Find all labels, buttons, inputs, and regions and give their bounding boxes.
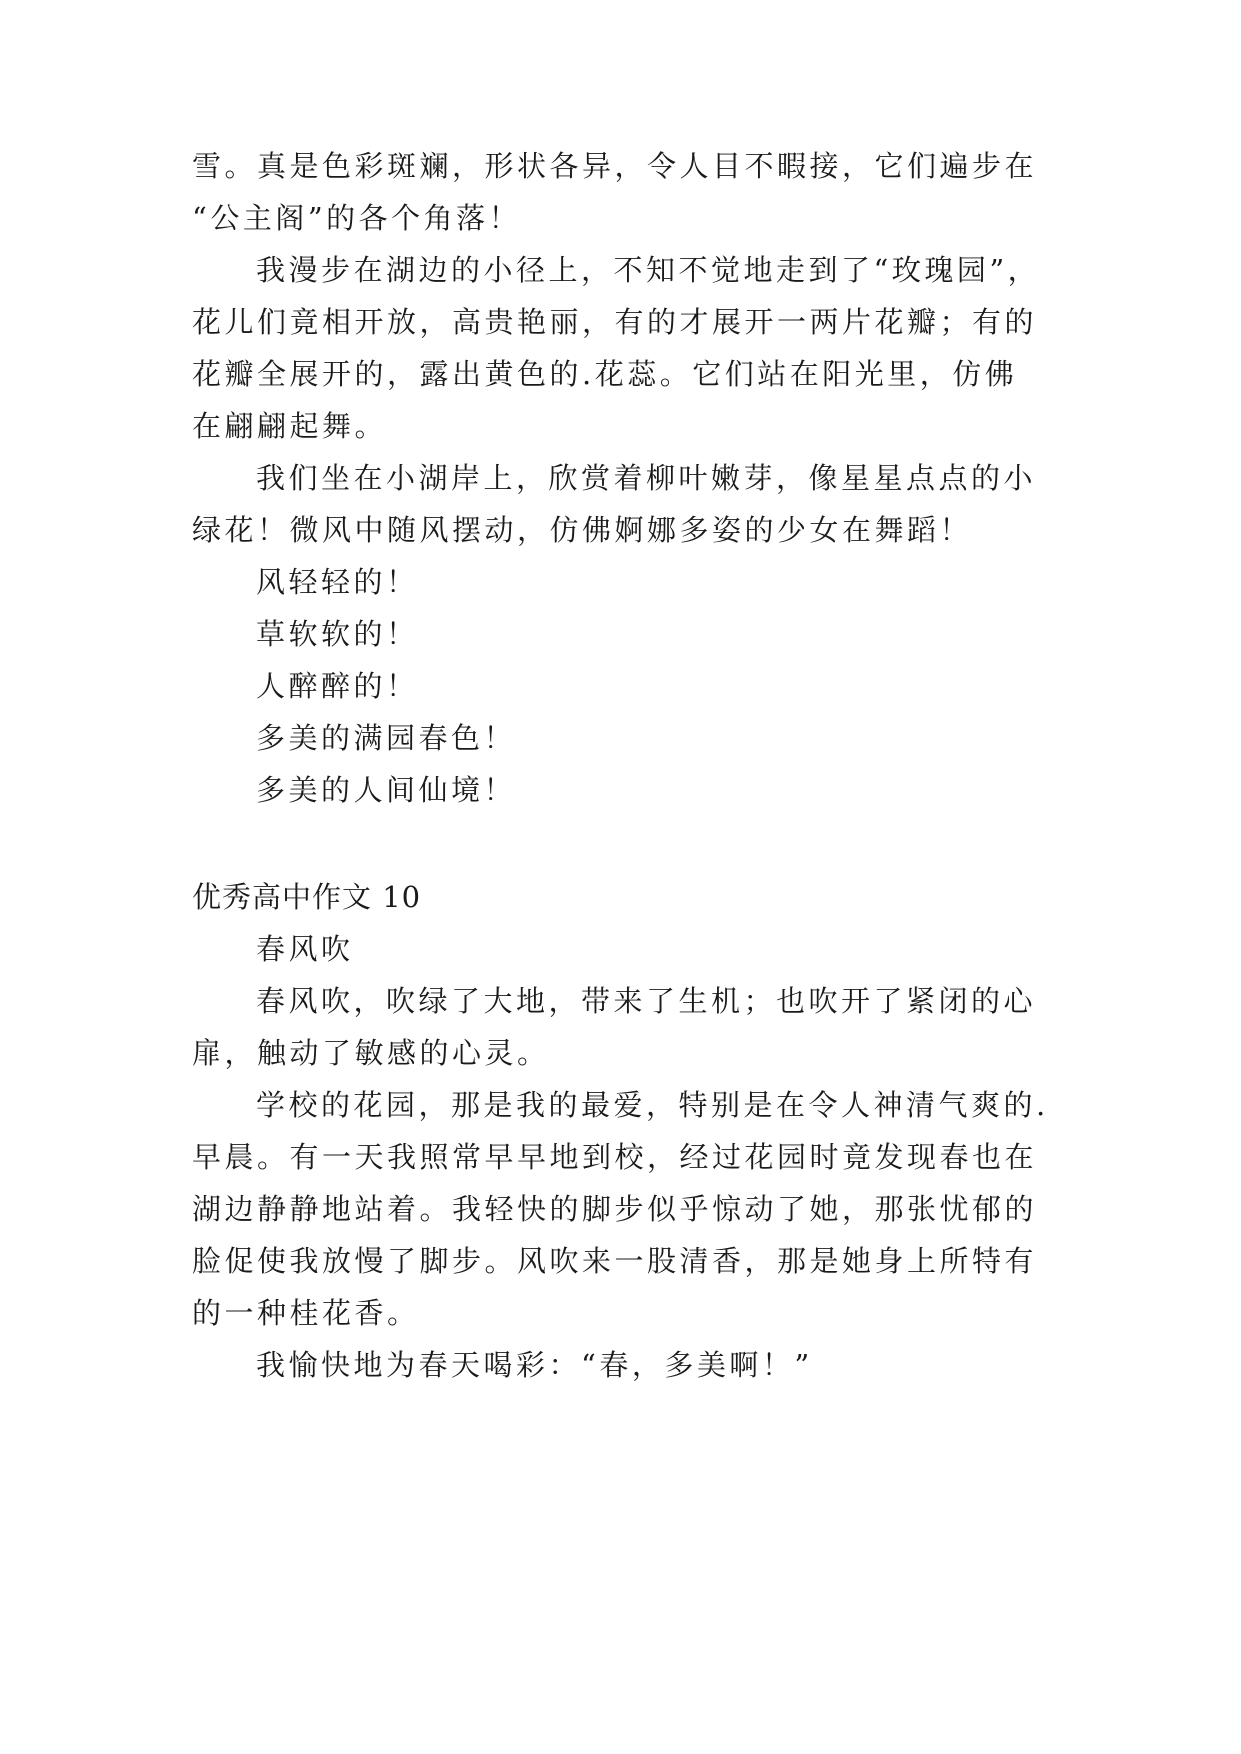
section-heading: 优秀高中作文 10: [192, 880, 422, 914]
paragraph-line: 我漫步在湖边的小径上，不知不觉地走到了“玫瑰园”，: [256, 253, 1041, 287]
paragraph-line: 雪。真是色彩斑斓，形状各异，令人目不暇接，它们遍步在: [192, 149, 1038, 183]
paragraph-line: 春风吹，吹绿了大地，带来了生机；也吹开了紧闭的心: [256, 984, 1037, 1018]
paragraph-line: 脸促使我放慢了脚步。风吹来一股清香，那是她身上所特有: [192, 1244, 1038, 1278]
paragraph-line: 我愉快地为春天喝彩：“春，多美啊！”: [256, 1348, 813, 1382]
exclamation-line: 风轻轻的！: [256, 565, 419, 599]
paragraph-line: 的一种桂花香。: [192, 1296, 420, 1330]
exclamation-line: 多美的人间仙境！: [256, 773, 517, 807]
paragraph-line: 我们坐在小湖岸上，欣赏着柳叶嫩芽，像星星点点的小: [256, 461, 1037, 495]
paragraph-line: “公主阁”的各个角落！: [192, 201, 522, 235]
paragraph-line: 学校的花园，那是我的最爱，特别是在令人神清气爽的.: [256, 1088, 1049, 1122]
paragraph-line: 在翩翩起舞。: [192, 409, 388, 443]
paragraph-line: 花瓣全展开的，露出黄色的.花蕊。它们站在阳光里，仿佛: [192, 357, 1018, 391]
essay-title: 春风吹: [256, 932, 354, 966]
paragraph-line: 花儿们竟相开放，高贵艳丽，有的才展开一两片花瓣；有的: [192, 305, 1038, 339]
paragraph-line: 扉，触动了敏感的心灵。: [192, 1036, 550, 1070]
paragraph-line: 绿花！微风中随风摆动，仿佛婀娜多姿的少女在舞蹈！: [192, 513, 973, 547]
paragraph-line: 早晨。有一天我照常早早地到校，经过花园时竟发现春也在: [192, 1140, 1038, 1174]
exclamation-line: 多美的满园春色！: [256, 721, 517, 755]
exclamation-line: 人醉醉的！: [256, 669, 419, 703]
exclamation-line: 草软软的！: [256, 617, 419, 651]
paragraph-line: 湖边静静地站着。我轻快的脚步似乎惊动了她，那张忧郁的: [192, 1192, 1038, 1226]
